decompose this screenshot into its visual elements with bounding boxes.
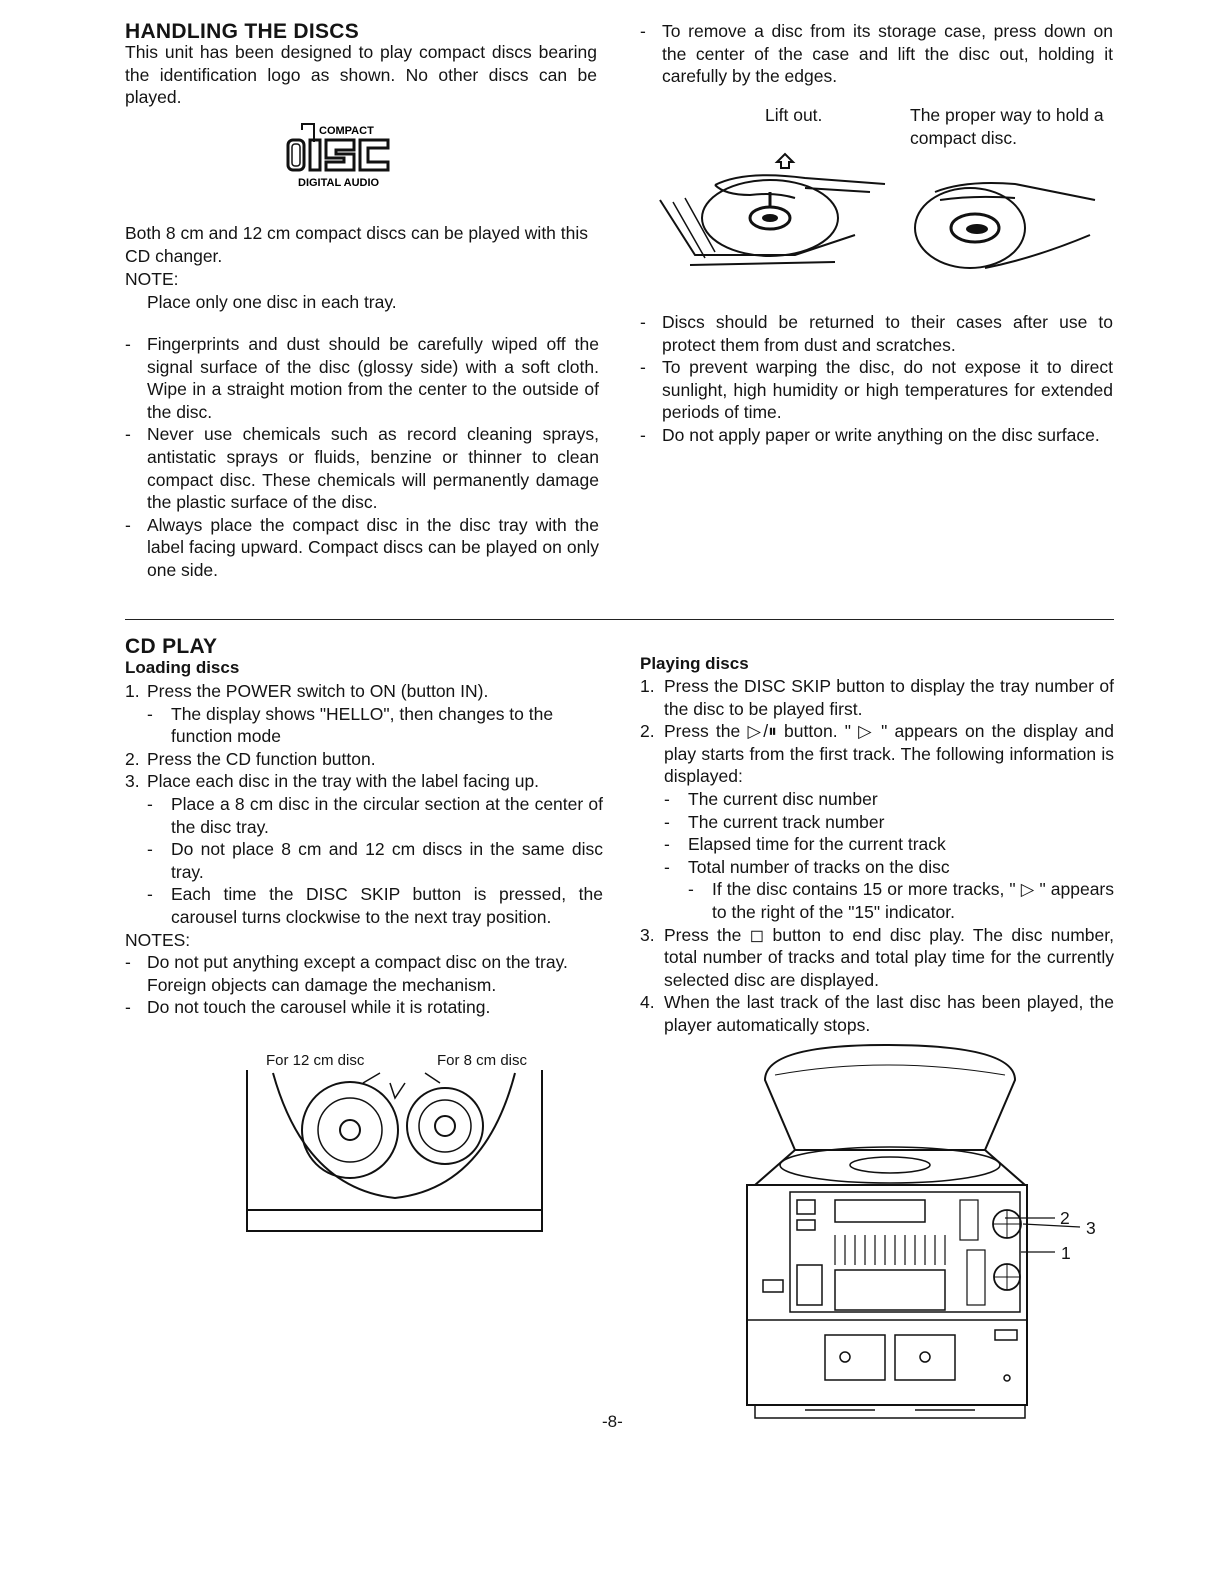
- list-item: - Do not place 8 cm and 12 cm discs in the same disc tray.: [147, 839, 603, 882]
- step-1: 1. Press the DISC SKIP button to display the tray number of the disc to be played first.: [640, 676, 1114, 719]
- step-1: 1. Press the POWER switch to ON (button IN).: [125, 681, 489, 701]
- cd-changer-unit-illustration: [745, 1040, 1105, 1425]
- list-item: - Discs should be returned to their cases after use to protect them from dust and scratches.: [640, 312, 1113, 355]
- callout-3: 3: [1086, 1218, 1096, 1238]
- svg-text:DIGITAL AUDIO: DIGITAL AUDIO: [298, 177, 380, 189]
- list-item: - Never use chemicals such as record cleaning sprays, antistatic sprays or fluids, benzine or thinner to clean compact disc. These chemicals will permanently damage the plastic surface of the disc.: [125, 424, 599, 513]
- disc-handling-illustration: [655, 140, 1105, 275]
- subtitle-loading-discs: Loading discs: [125, 658, 240, 677]
- list-item: - Place a 8 cm disc in the circular section at the center of the disc tray.: [147, 793, 603, 837]
- caption-proper-hold: The proper way to hold a compact disc.: [910, 105, 1104, 148]
- list-item: - Total number of tracks on the disc: [664, 856, 950, 877]
- disc-sizes-text: Both 8 cm and 12 cm compact discs can be played with this CD changer.: [125, 223, 589, 266]
- list-item: - If the disc contains 15 or more tracks, " ▷ " appears to the right of the "15" indicator.: [688, 879, 1114, 922]
- list-item: - Elapsed time for the current track: [664, 834, 946, 855]
- list-item: - Always place the compact disc in the disc tray with the label facing upward. Compact discs can be played on only one side.: [125, 514, 599, 580]
- note-text: Place only one disc in each tray.: [147, 292, 397, 312]
- step-4: 4. When the last track of the last disc has been played, the player automatically stops.: [640, 992, 1114, 1035]
- handling-bullet-list: [125, 333, 599, 582]
- step-3: 3. Place each disc in the tray with the label facing up.: [125, 771, 540, 792]
- caption-lift-out: Lift out.: [765, 105, 823, 125]
- list-item: - The current disc number: [664, 788, 878, 809]
- step-3: 3. Press the ◻ button to end disc play. The disc number, total number of tracks and total play time for the currently selected disc are displayed.: [640, 924, 1114, 990]
- list-item: - Each time the DISC SKIP button is pressed, the carousel turns clockwise to the next tray position.: [147, 884, 603, 927]
- callout-2: 2: [1060, 1208, 1070, 1228]
- section-title-cd-play: CD PLAY: [125, 635, 218, 658]
- callout-1: 1: [1061, 1243, 1071, 1263]
- label-8cm-disc: For 8 cm disc: [437, 1052, 528, 1069]
- section-title-handling: HANDLING THE DISCS: [125, 20, 360, 43]
- list-item: - Do not apply paper or write anything on the disc surface.: [640, 424, 1100, 445]
- list-item: - To prevent warping the disc, do not expose it to direct sunlight, high humidity or high temperatures for extended periods of time.: [640, 357, 1113, 423]
- loading-steps: [125, 680, 603, 1019]
- svg-text:COMPACT: COMPACT: [319, 125, 374, 137]
- list-item: - Fingerprints and dust should be carefully wiped off the signal surface of the disc (glossy side) with a soft cloth. Wipe in a straight motion from the center to the outside of the disc.: [125, 334, 599, 422]
- section-divider: [125, 619, 1114, 620]
- disc-care-bullet-list: [640, 311, 1113, 447]
- disc-tray-figure: [245, 1068, 545, 1238]
- compact-disc-logo: [284, 118, 410, 190]
- step-2: 2. Press the ▷/⏸ button. " ▷ " appears on the display and play starts from the first track. The following information is displayed:: [640, 721, 1114, 787]
- list-item: - Do not put anything except a compact disc on the tray. Foreign objects can damage the mechanism.: [125, 952, 568, 995]
- note-label: NOTE:: [125, 269, 179, 289]
- list-item: - The current track number: [664, 811, 885, 832]
- subtitle-playing-discs: Playing discs: [640, 654, 749, 673]
- step-2: 2. Press the CD function button.: [125, 748, 376, 769]
- list-item: - The display shows "HELLO", then changes to the function mode: [147, 703, 554, 747]
- label-12cm-disc: For 12 cm disc: [266, 1052, 365, 1069]
- notes-label: NOTES:: [125, 929, 191, 950]
- page-number: -8-: [602, 1412, 623, 1431]
- list-item: - To remove a disc from its storage case, press down on the center of the case and lift the disc out, holding it carefully by the edges.: [640, 21, 1113, 87]
- playing-steps: [640, 675, 1114, 1037]
- remove-disc-instruction: [640, 20, 1113, 88]
- handling-intro: This unit has been designed to play compact discs bearing the identification logo as shown. No other discs can be played.: [125, 42, 597, 108]
- list-item: - Do not touch the carousel while it is rotating.: [125, 997, 491, 1018]
